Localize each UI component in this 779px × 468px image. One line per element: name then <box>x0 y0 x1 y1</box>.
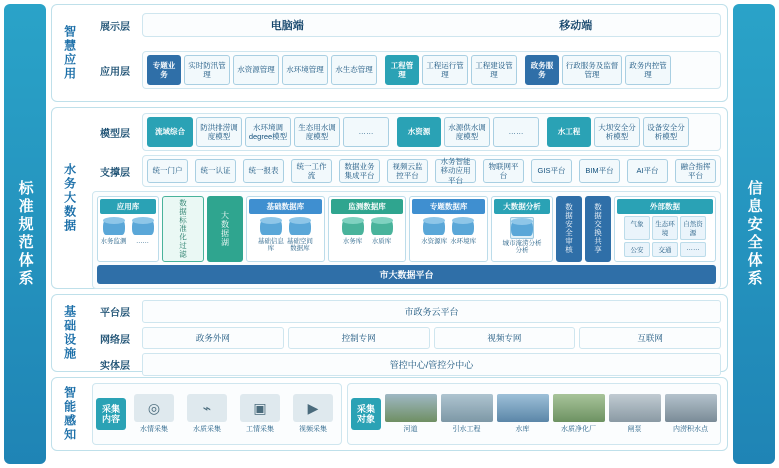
support-layer-panel <box>142 155 721 187</box>
model-group-resource <box>397 117 539 147</box>
external-data-title: 外部数据 <box>617 199 713 214</box>
infra-row-entity <box>92 353 721 376</box>
data-filter-box: 数据标准化过滤 <box>162 196 204 262</box>
application-layer-panel <box>142 51 721 89</box>
support-item[interactable]: 水务智能移动应用平台 <box>435 159 476 183</box>
app-item[interactable]: 实时防汛管理 <box>184 55 230 85</box>
app-item[interactable]: 工程建设管理 <box>471 55 517 85</box>
river-photo <box>385 394 437 422</box>
infra-item[interactable]: 互联网 <box>579 327 721 349</box>
app-group-lead[interactable]: 政务服务 <box>525 55 559 85</box>
external-data-item[interactable]: 自然资源 <box>680 216 706 240</box>
right-bar-label: 信息安全体系 <box>745 180 763 288</box>
database-icon <box>132 217 154 237</box>
database-icon <box>103 217 125 237</box>
model-item-more[interactable]: …… <box>343 117 389 147</box>
db-cylinder: 水务监测 <box>101 217 127 245</box>
app-group-lead[interactable]: 专题业务 <box>147 55 181 85</box>
db-cylinder: 水务库 <box>340 217 366 245</box>
external-data-item[interactable]: 公安 <box>624 242 650 257</box>
db-cylinder: 水质库 <box>369 217 395 245</box>
app-item[interactable]: 水资源管理 <box>233 55 279 85</box>
model-item[interactable]: 生态用水调度模型 <box>294 117 340 147</box>
collection-object-item[interactable]: 河道 <box>384 394 437 434</box>
section-title-infra: 基础设施 <box>62 305 77 361</box>
db-card-thematic <box>409 196 488 262</box>
model-layer-panel <box>142 113 721 151</box>
support-item[interactable]: 融合指挥平台 <box>675 159 716 183</box>
camera-icon: ▣ <box>240 394 280 422</box>
database-icon <box>423 217 445 237</box>
db-card-analysis <box>491 196 553 262</box>
db-cylinder: 基础信息库 <box>258 217 284 252</box>
water-quality-icon: ⌁ <box>187 394 227 422</box>
support-item[interactable]: AI平台 <box>627 159 668 183</box>
infra-item[interactable]: 市政务云平台 <box>142 300 721 323</box>
db-card-title: 专题数据库 <box>412 199 485 214</box>
support-item[interactable]: 统一工作流 <box>291 159 332 183</box>
section-perception <box>51 377 728 451</box>
gate-pump-photo <box>609 394 661 422</box>
collection-object-item[interactable]: 水库 <box>496 394 549 434</box>
db-cylinder-more: …… <box>130 217 156 245</box>
db-card-title: 大数据分析 <box>494 199 550 214</box>
collection-object-group <box>347 383 721 445</box>
db-card-title: 基础数据库 <box>249 199 322 214</box>
collection-object-label: 采集对象 <box>351 398 381 431</box>
support-layer-label: 支撑层 <box>100 167 130 179</box>
section-title-app: 智慧应用 <box>62 25 77 81</box>
left-bar-label: 标准规范体系 <box>16 180 34 288</box>
infra-item[interactable]: 管控中心/管控分中心 <box>142 353 721 376</box>
water-diversion-photo <box>441 394 493 422</box>
support-item[interactable]: BIM平台 <box>579 159 620 183</box>
section-title-bigdata: 水务大数据 <box>62 163 77 233</box>
collection-content-item[interactable]: ⌁ 水质采集 <box>182 394 232 434</box>
support-item[interactable]: GIS平台 <box>531 159 572 183</box>
section-water-bigdata <box>51 107 728 289</box>
chart-icon <box>510 217 534 239</box>
app-item[interactable]: 工程运行管理 <box>422 55 468 85</box>
database-icon <box>342 217 364 237</box>
support-item[interactable]: 统一认证 <box>195 159 236 183</box>
support-item[interactable]: 统一报表 <box>243 159 284 183</box>
reservoir-photo <box>497 394 549 422</box>
model-layer-label: 模型层 <box>100 128 130 140</box>
external-data-item[interactable]: 交通 <box>652 242 678 257</box>
entity-layer-label: 实体层 <box>100 361 130 372</box>
db-cylinder: 水资源库 <box>421 217 447 245</box>
model-item[interactable]: 水源供水调度模型 <box>444 117 490 147</box>
display-item-pc: 电脑端 <box>270 20 304 32</box>
display-layer-label: 展示层 <box>100 21 130 33</box>
app-item[interactable]: 水生态管理 <box>331 55 377 85</box>
city-bigdata-platform-bar: 市大数据平台 <box>97 265 716 284</box>
app-group-thematic <box>147 55 377 85</box>
data-security-audit-box: 数据安全审核 <box>556 196 582 262</box>
data-exchange-share-box: 数据交换共享 <box>585 196 611 262</box>
model-group-lead[interactable]: 流域综合 <box>147 117 193 147</box>
app-item[interactable]: 水环境管理 <box>282 55 328 85</box>
platform-layer-label: 平台层 <box>100 308 130 319</box>
app-item[interactable]: 政务内控管理 <box>625 55 671 85</box>
data-lake-box: 大数据湖 <box>207 196 243 262</box>
model-item[interactable]: 大坝安全分析模型 <box>594 117 640 147</box>
infra-item[interactable]: 政务外网 <box>142 327 284 349</box>
support-item[interactable]: 物联网平台 <box>483 159 524 183</box>
data-lake-panel <box>92 191 721 289</box>
analysis-chart: 城市淹涝分析分析 <box>500 217 544 254</box>
app-group-government <box>525 55 671 85</box>
display-layer-panel <box>142 13 721 37</box>
infra-item[interactable]: 控制专网 <box>288 327 430 349</box>
collection-content-item[interactable]: ◎ 水情采集 <box>129 394 179 434</box>
collection-content-item[interactable]: ▣ 工情采集 <box>235 394 285 434</box>
collection-object-item[interactable]: 引水工程 <box>440 394 493 434</box>
water-plant-photo <box>553 394 605 422</box>
database-icon <box>452 217 474 237</box>
model-item-more[interactable]: …… <box>493 117 539 147</box>
model-item[interactable]: 防洪排涝调度模型 <box>196 117 242 147</box>
external-data-card <box>614 196 716 262</box>
database-icon <box>371 217 393 237</box>
network-layer-label: 网络层 <box>100 334 130 346</box>
application-store-card <box>97 196 159 262</box>
collection-object-item[interactable]: 水质净化厂 <box>552 394 605 434</box>
infra-row-platform <box>92 300 721 323</box>
db-card-monitor <box>328 196 407 262</box>
external-data-item[interactable]: …… <box>680 242 706 257</box>
app-group-engineering <box>385 55 517 85</box>
waterlogging-photo <box>665 394 717 422</box>
model-group-lead[interactable]: 水资源 <box>397 117 441 147</box>
application-store-title: 应用库 <box>100 199 156 214</box>
support-item[interactable]: 统一门户 <box>147 159 188 183</box>
display-item-mobile: 移动端 <box>559 20 593 32</box>
section-title-perception: 智能感知 <box>62 386 77 442</box>
model-group-lead[interactable]: 水工程 <box>547 117 591 147</box>
db-cylinder: 水环境库 <box>450 217 476 245</box>
left-vertical-bar <box>4 4 46 464</box>
application-layer-label: 应用层 <box>100 66 130 78</box>
collection-object-item[interactable]: 内涝积水点 <box>664 394 717 434</box>
model-group-basin <box>147 117 389 147</box>
sensor-icon: ◎ <box>134 394 174 422</box>
main-column <box>51 4 728 464</box>
external-data-item[interactable]: 生态环境 <box>652 216 678 240</box>
app-group-lead[interactable]: 工程管理 <box>385 55 419 85</box>
collection-content-label: 采集内容 <box>96 398 126 431</box>
db-card-basic <box>246 196 325 262</box>
section-smart-application <box>51 4 728 102</box>
right-vertical-bar <box>733 4 775 464</box>
collection-content-group <box>92 383 342 445</box>
database-icon <box>260 217 282 237</box>
infra-row-network <box>92 327 721 349</box>
app-item[interactable]: 行政服务及监督管理 <box>562 55 622 85</box>
collection-object-item[interactable]: 闸泵 <box>608 394 661 434</box>
support-item[interactable]: 视频云监控平台 <box>387 159 428 183</box>
db-card-title: 监测数据库 <box>331 199 404 214</box>
model-group-project <box>547 117 689 147</box>
infra-item[interactable]: 视频专网 <box>434 327 576 349</box>
collection-content-item[interactable]: ▶ 视频采集 <box>288 394 338 434</box>
db-cylinder: 基础空间数据库 <box>287 217 313 252</box>
model-item[interactable]: 水环境调degree模型 <box>245 117 291 147</box>
model-item[interactable]: 设备安全分析模型 <box>643 117 689 147</box>
video-icon: ▶ <box>293 394 333 422</box>
external-data-item[interactable]: 气象 <box>624 216 650 240</box>
support-item[interactable]: 数据业务集成平台 <box>339 159 380 183</box>
database-icon <box>289 217 311 237</box>
section-infrastructure <box>51 294 728 372</box>
